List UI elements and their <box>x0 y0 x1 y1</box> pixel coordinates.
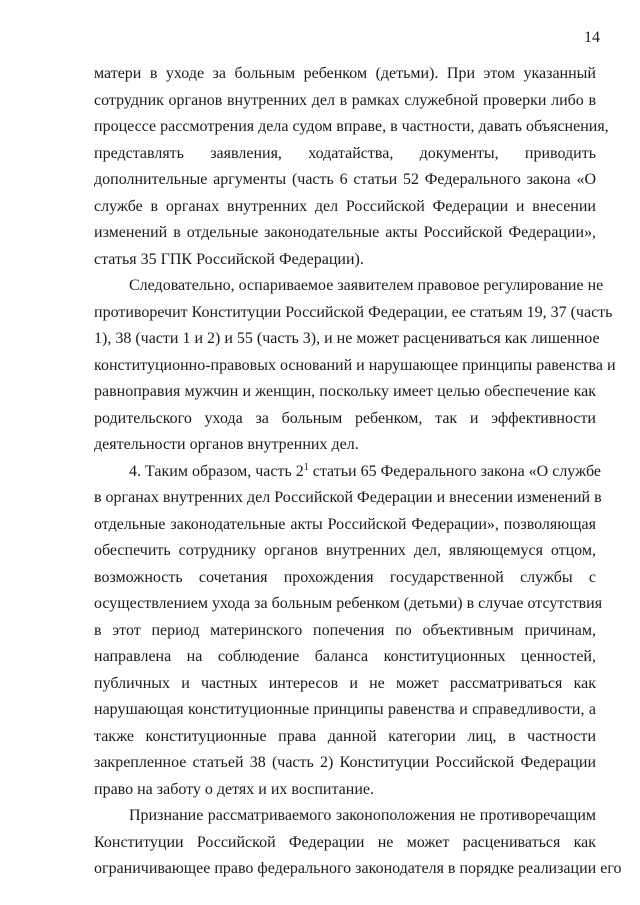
text-line: направлена на соблюдение баланса конституционных ценностей, <box>94 648 596 665</box>
text-line: осуществлением ухода за больным ребенком (детьми) в случае отсутствия <box>94 595 603 612</box>
text-line: статья 35 ГПК Российской Федерации). <box>94 250 364 268</box>
text-line: ограничивающее право федерального законодателя в порядке реализации его <box>94 860 622 877</box>
text-line: противоречит Конституции Российской Федерации, ее статьям 19, 37 (часть <box>94 303 613 321</box>
page-number: 14 <box>584 29 600 46</box>
paragraph-1 <box>94 61 609 273</box>
text-line: матери в уходе за больным ребенком (детьми). При этом указанный <box>94 65 596 82</box>
text-line <box>94 459 601 486</box>
text-line: обеспечить сотруднику органов внутренних дел, являющемуся отцом, <box>94 542 596 559</box>
text-line: отдельные законодательные акты Российской Федерации», позволяющая <box>94 515 596 533</box>
text-line: также конституционные права данной категории лиц, в частности <box>94 727 596 745</box>
text-line: дополнительные аргументы (часть 6 статьи 52 Федерального закона «О <box>94 171 596 188</box>
text-line: деятельности органов внутренних дел. <box>94 436 359 453</box>
paragraph-3 <box>94 459 603 804</box>
text-line: 1), 38 (части 1 и 2) и 55 (часть 3), и не может расцениваться как лишенное <box>94 330 600 347</box>
text-line: службе в органах внутренних дел Российской Федерации и внесении <box>94 197 596 215</box>
text-fragment: статьи 65 Федерального закона «О службе <box>308 462 601 480</box>
text-line: нарушающая конституционные принципы равенства и справедливости, а <box>94 701 596 718</box>
text-line: возможность сочетания прохождения государственной службы с <box>94 568 596 586</box>
text-line: родительского ухода за больным ребенком, так и эффективности <box>94 409 596 427</box>
document-body <box>94 61 622 883</box>
text-line: в органах внутренних дел Российской Федерации и внесении изменений в <box>94 489 602 506</box>
text-line: процессе рассмотрения дела судом вправе, в частности, давать объяснения, <box>94 118 609 135</box>
text-line: право на заботу о детях и их воспитание. <box>94 780 374 798</box>
text-line: публичных и частных интересов и не может рассматриваться как <box>94 674 596 692</box>
text-line: закрепленное статьей 38 (часть 2) Конституции Российской Федерации <box>94 754 596 771</box>
text-line: сотрудник органов внутренних дел в рамках служебной проверки либо в <box>94 91 596 109</box>
text-line: Следовательно, оспариваемое заявителем правовое регулирование не <box>129 277 604 294</box>
text-line: изменений в отдельные законодательные акты Российской Федерации», <box>94 224 596 241</box>
text-line: равноправия мужчин и женщин, поскольку имеет целью обеспечение как <box>94 383 596 400</box>
text-line: в этот период материнского попечения по объективным причинам, <box>94 621 596 639</box>
text-line: представлять заявления, ходатайства, документы, приводить <box>94 144 596 162</box>
text-fragment: 4. Таким образом, часть 2 <box>129 462 304 480</box>
text-line: Признание рассматриваемого законоположения не противоречащим <box>129 807 596 824</box>
paragraph-2 <box>94 273 616 459</box>
superscript: 1 <box>303 461 309 473</box>
text-line: конституционно-правовых оснований и нарушающее принципы равенства и <box>94 356 616 374</box>
paragraph-4 <box>94 803 622 883</box>
text-line: Конституции Российской Федерации не может расцениваться как <box>94 833 596 851</box>
